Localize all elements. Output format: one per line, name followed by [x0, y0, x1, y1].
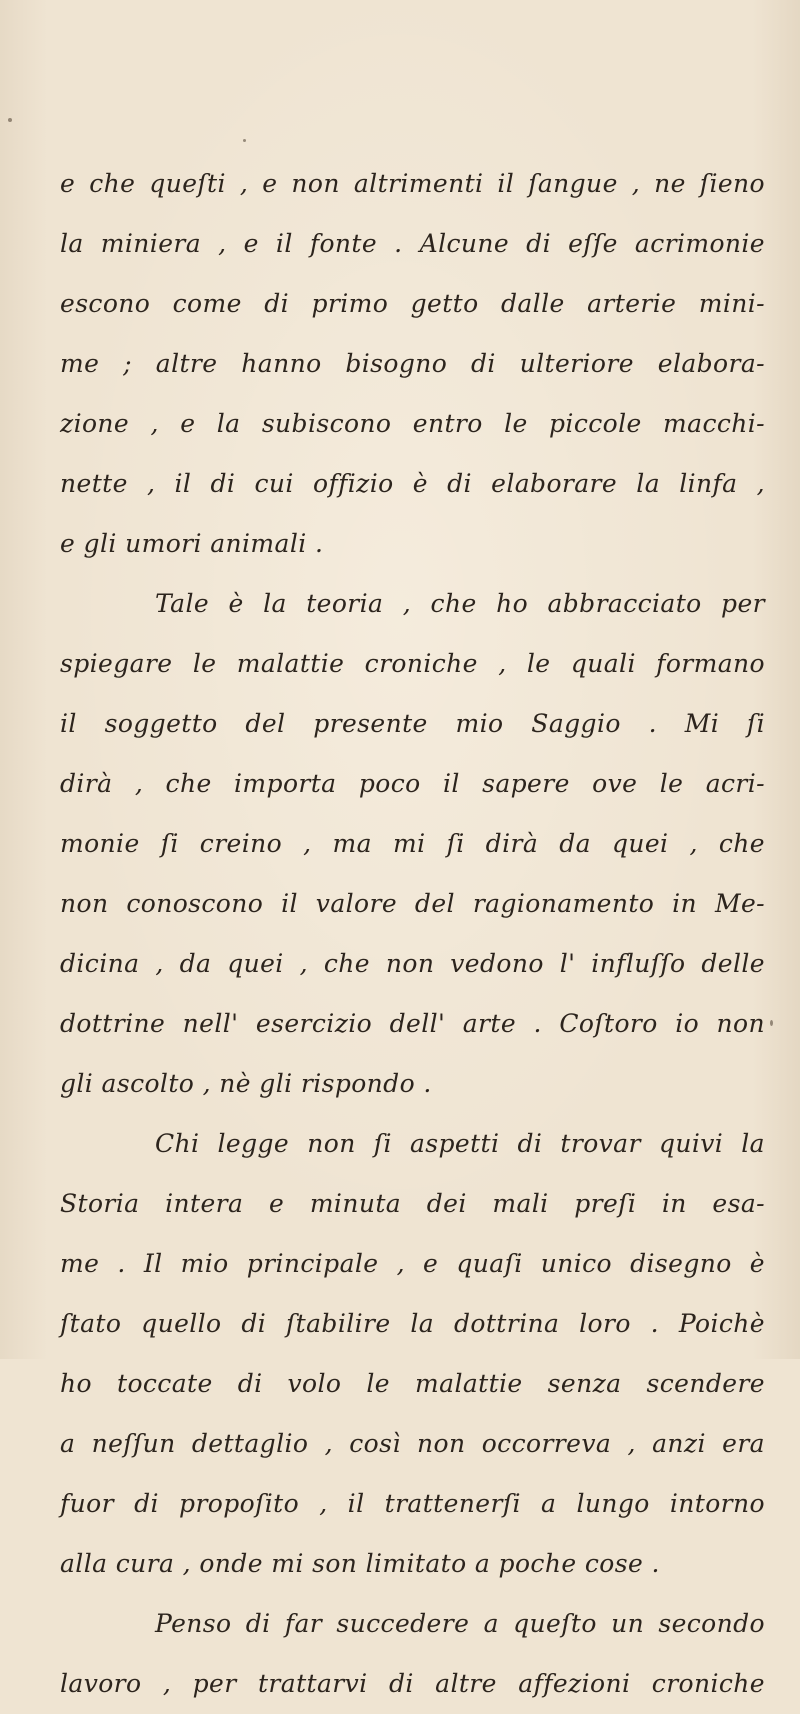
- text-line: escono come di primo getto dalle arterie mini-: [60, 289, 765, 318]
- text-line: non conoscono il valore del ragionamento in Me-: [60, 889, 765, 918]
- text-line: me . Il mio principale , e quaſi unico disegno è: [60, 1249, 765, 1278]
- text-line: dicina , da quei , che non vedono l' influſſo delle: [60, 949, 765, 978]
- text-line: nette , il di cui offizio è di elaborare la linfa ,: [60, 469, 765, 498]
- text-line: Chi legge non ſi aspetti di trovar quivi la: [155, 1129, 765, 1158]
- text-line: e che queſti , e non altrimenti il ſangue , ne ſieno: [60, 169, 765, 198]
- text-line: monie ſi creino , ma mi ſi dirà da quei , che: [60, 829, 765, 858]
- text-line: spiegare le malattie croniche , le quali formano: [60, 649, 765, 678]
- text-line: la miniera , e il fonte . Alcune di eſſe acrimonie: [60, 229, 765, 258]
- ink-speck: [8, 118, 12, 122]
- page-text: [60, 154, 765, 1714]
- text-line: me ; altre hanno bisogno di ulteriore elabora-: [60, 349, 765, 378]
- text-line: Penso di far succedere a queſto un secondo: [155, 1609, 765, 1638]
- text-line: e gli umori animali .: [60, 529, 324, 558]
- text-line: a neſſun dettaglio , così non occorreva , anzi era: [60, 1429, 765, 1458]
- text-line: il soggetto del presente mio Saggio . Mi ſi: [60, 709, 765, 738]
- text-line: dirà , che importa poco il sapere ove le acri-: [60, 769, 765, 798]
- ink-speck: [770, 1020, 773, 1026]
- text-line: ſtato quello di ſtabilire la dottrina loro . Poichè: [60, 1309, 765, 1338]
- text-line: lavoro , per trattarvi di altre affezioni croniche: [60, 1669, 765, 1698]
- text-line: Storia intera e minuta dei mali preſi in esa-: [60, 1189, 765, 1218]
- text-line: dottrine nell' esercizio dell' arte . Coſtoro io non: [60, 1009, 765, 1038]
- ink-speck: [243, 139, 246, 142]
- text-line: Tale è la teoria , che ho abbracciato per: [155, 589, 765, 618]
- text-line: fuor di propoſito , il trattenerſi a lungo intorno: [60, 1489, 765, 1518]
- text-line: gli ascolto , nè gli rispondo .: [60, 1069, 432, 1098]
- text-line: ho toccate di volo le malattie senza scendere: [60, 1369, 765, 1398]
- text-line: zione , e la subiscono entro le piccole macchi-: [60, 409, 765, 438]
- text-line: alla cura , onde mi son limitato a poche cose .: [60, 1549, 660, 1578]
